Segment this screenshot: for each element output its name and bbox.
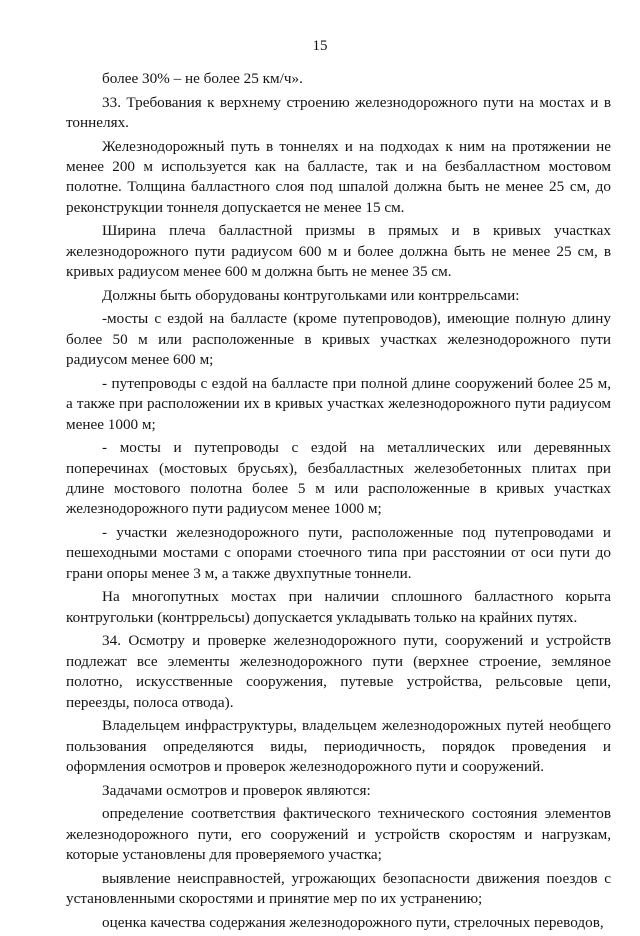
paragraph-task-quality: оценка качества содержания железнодорожного пути, стрелочных переводов,	[102, 913, 604, 931]
paragraph-item-33-heading: 33. Требования к верхнему строению железнодорожного пути на мостах и в тоннелях.	[66, 93, 611, 131]
paragraph-guard-rails-intro: Должны быть оборудованы контругольками или контррельсами:	[102, 286, 520, 304]
paragraph-ballast-shoulder: Ширина плеча балластной призмы в прямых и в кривых участках железнодорожного пути радиусом 600 м и более должна быть не менее 25 см, в кривых радиусом менее 600 м должна быть не менее 35 см.	[66, 222, 611, 281]
list-item-track-under-overpasses: - участки железнодорожного пути, расположенные под путепроводами и пешеходными мостами с опорами стоечного типа при расстоянии от оси пути до грани опоры менее 3 м, а также двухпутные тоннели.	[66, 524, 611, 582]
paragraph-task-faults: выявление неисправностей, угрожающих безопасности движения поездов с установленными скоростями и принятие мер по их устранению;	[66, 869, 611, 908]
list-item-bridges-ballast: -мосты с ездой на балласте (кроме путепроводов), имеющие полную длину более 50 м или расположенные в кривых участках железнодорожного пути радиусом менее 600 м;	[66, 310, 611, 369]
paragraph-task-compliance: определение соответствия фактического технического состояния элементов железнодорожного пути, его сооружений и устройств скоростям и нагрузкам, которые установлены для проверяемого участка;	[66, 805, 611, 864]
page-number: 15	[312, 38, 328, 54]
paragraph-tunnel-track: Железнодорожный путь в тоннелях и на подходах к ним на протяжении не менее 200 м используется как на балласте, так и на безбалластном мостовом полотне. Толщина балластного слоя под шпалой должна быть не менее 25 см, до реконструкции тоннеля допускается не менее 15 см.	[66, 137, 611, 216]
paragraph-continuation: более 30% – не более 25 км/ч».	[102, 70, 303, 87]
paragraph-multitrack-bridges: На многопутных мостах при наличии сплошного балластного корыта контругольки (контррельсы) допускается укладывать только на крайних путях.	[66, 588, 611, 626]
list-item-bridges-metal-wood: - мосты и путепроводы с ездой на металлических или деревянных поперечинах (мостовых брусьях), безбалластных железобетонных плитах при длине мостового полотна более 5 м или расположенные в кривых участках железнодорожного пути радиусом менее 1000 м;	[66, 439, 611, 518]
list-item-overpasses-ballast: - путепроводы с ездой на балласте при полной длине сооружений более 25 м, а также при расположении их в кривых участках железнодорожного пути радиусом менее 1000 м;	[66, 374, 611, 433]
paragraph-infrastructure-owner: Владельцем инфраструктуры, владельцем железнодорожных путей необщего пользования определяются виды, периодичность, порядок проведения и оформления осмотров и проверок железнодорожного пути и сооружений.	[66, 717, 611, 776]
document-body	[66, 69, 611, 936]
paragraph-item-34-inspection: 34. Осмотру и проверке железнодорожного пути, сооружений и устройств подлежат все элементы железнодорожного пути (верхнее строение, земляное полотно, искусственные сооружения, путевые устройства, рельсовые цепи, переезды, полоса отвода).	[66, 632, 611, 711]
paragraph-inspection-tasks: Задачами осмотров и проверок являются:	[102, 781, 371, 799]
